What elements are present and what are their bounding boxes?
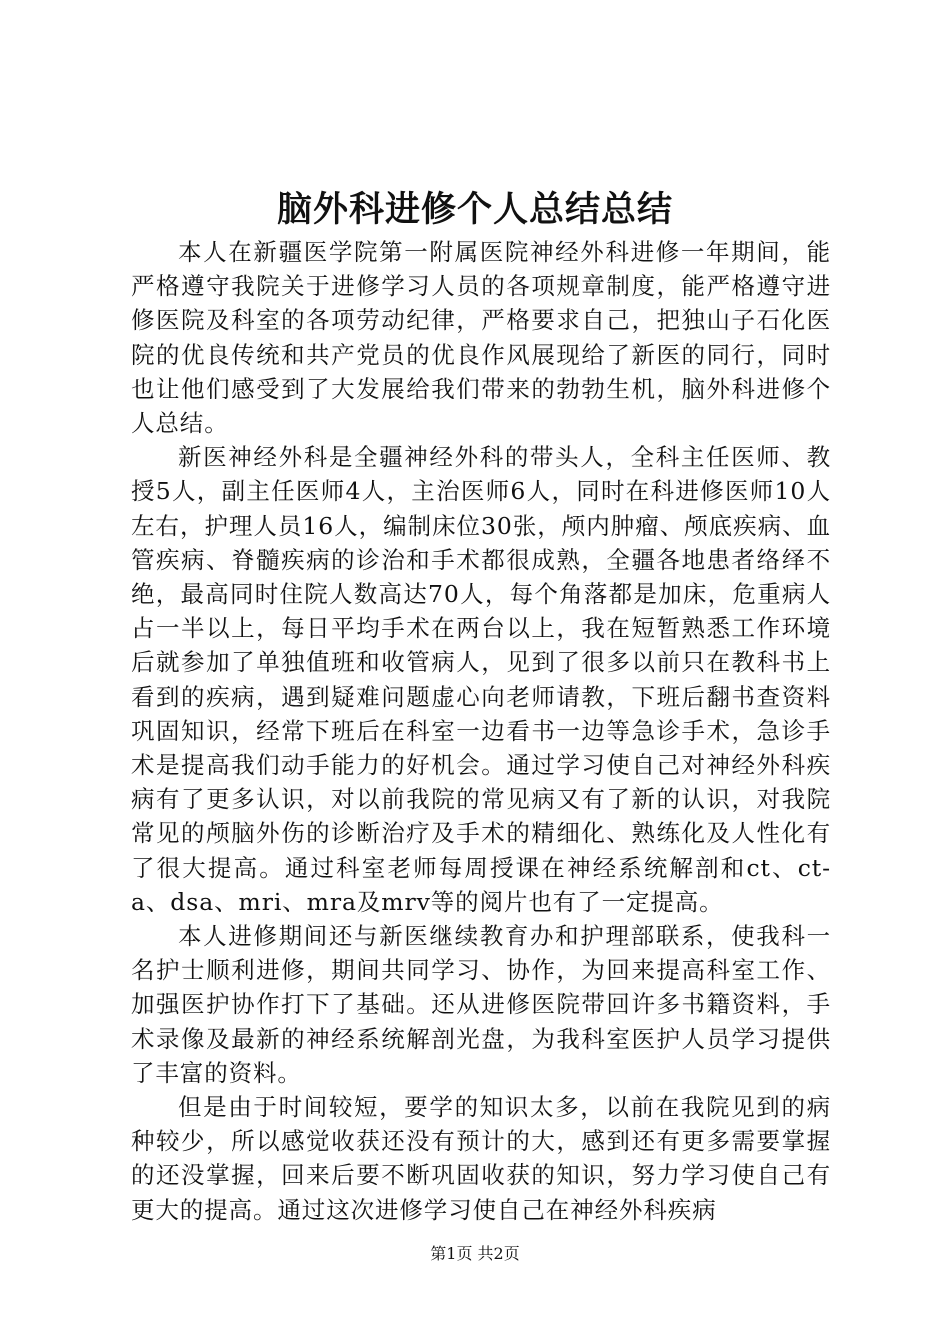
paragraph-2: 新医神经外科是全疆神经外科的带头人，全科主任医师、教授5人，副主任医师4人，主治医师6人，同时在科进修医师10人左右，护理人员16人，编制床位30张，颅内肿瘤、颅底疾病、血管疾病、脊髓疾病的诊治和手术都很成熟，全疆各地患者络绎不绝，最高同时住院人数高达70人，每个角落都是加床，危重病人占一半以上，每日平均手术在两台以上，我在短暂熟悉工作环境后就参加了单独值班和收管病人，见到了很多以前只在教科书上看到的疾病，遇到疑难问题虚心向老师请教，下班后翻书查资料巩固知识，经常下班后在科室一边看书一边等急诊手术，急诊手术是提高我们动手能力的好机会。通过学习使自己对神经外科疾病有了更多认识，对以前我院的常见病又有了新的认识，对我院常见的颅脑外伤的诊断治疗及手术的精细化、熟练化及人性化有了很大提高。通过科室老师每周授课在神经系统解剖和ct、ct-a、dsa、mri、mra及mrv等的阅片也有了一定提高。	[131, 443, 831, 916]
document-title: 脑外科进修个人总结总结	[276, 189, 673, 230]
paragraph-3: 本人进修期间还与新医继续教育办和护理部联系，使我科一名护士顺利进修，期间共同学习、协作，为回来提高科室工作、加强医护协作打下了基础。还从进修医院带回许多书籍资料，手术录像及最新的神经系统解剖光盘，为我科室医护人员学习提供了丰富的资料。	[131, 922, 831, 1087]
page-number-footer: 第1页 共2页	[430, 1244, 520, 1263]
paragraph-4: 但是由于时间较短，要学的知识太多，以前在我院见到的病种较少，所以感觉收获还没有预计的大，感到还有更多需要掌握的还没掌握，回来后要不断巩固收获的知识，努力学习使自己有更大的提高。通过这次进修学习使自己在神经外科疾病	[131, 1093, 831, 1224]
document-body	[131, 235, 831, 1227]
paragraph-1: 本人在新疆医学院第一附属医院神经外科进修一年期间，能严格遵守我院关于进修学习人员的各项规章制度，能严格遵守进修医院及科室的各项劳动纪律，严格要求自己，把独山子石化医院的优良传统和共产党员的优良作风展现给了新医的同行，同时也让他们感受到了大发展给我们带来的勃勃生机，脑外科进修个人总结。	[131, 238, 831, 438]
